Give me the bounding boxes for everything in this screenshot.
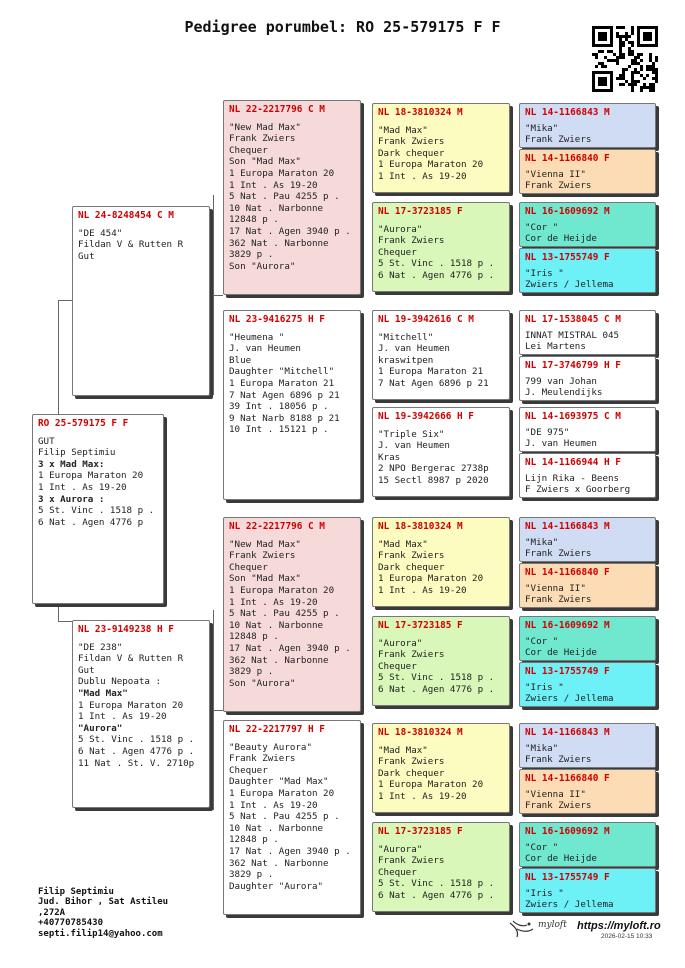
info-line: "Iris " xyxy=(525,681,564,693)
info-line: Zwiers / Jellema xyxy=(525,279,614,291)
info-line: "Mad Max" xyxy=(378,538,428,550)
info-line: J. van Heumen xyxy=(378,343,450,355)
ring-number: NL 17-3723185 F xyxy=(378,620,463,631)
info-line: "Cor " xyxy=(525,841,559,853)
info-line: 3829 p . xyxy=(229,249,274,261)
ring-number: NL 14-1166944 H F xyxy=(525,457,621,468)
info-line: Gut xyxy=(78,664,95,676)
info-line: Daughter "Mad Max" xyxy=(229,776,329,788)
info-line: Chequer xyxy=(378,246,417,258)
info-line: 1 Europa Maraton 20 xyxy=(229,584,335,596)
info-line: Chequer xyxy=(229,561,268,573)
gen4-card[interactable] xyxy=(519,407,656,452)
info-line: 3829 p . xyxy=(229,869,274,881)
info-line: "DE 238" xyxy=(78,641,123,653)
info-line: 9 Nat Narb 8188 p 21 xyxy=(229,412,340,424)
ring-number: NL 17-3723185 F xyxy=(378,826,463,837)
info-line: GUT xyxy=(38,435,55,447)
gen4-card[interactable] xyxy=(519,563,656,608)
gen4-card[interactable] xyxy=(519,769,656,814)
info-line: Frank Zwiers xyxy=(229,753,296,765)
info-line: 3 x Aurora : xyxy=(38,493,105,505)
owner-line: ,272A xyxy=(38,907,66,918)
info-line: "Vienna II" xyxy=(525,168,586,180)
great-grandparent-card[interactable] xyxy=(372,202,510,292)
gen4-card[interactable] xyxy=(519,723,656,768)
info-line: 1 Europa Maraton 20 xyxy=(378,159,484,171)
info-line: 12848 p . xyxy=(229,834,279,846)
ring-number: NL 18-3810324 M xyxy=(378,107,463,118)
info-line: Frank Zwiers xyxy=(378,649,445,661)
info-line: 1 Int . As 19-20 xyxy=(378,790,467,802)
ring-number: NL 22-2217796 C M xyxy=(229,521,325,532)
info-line: 3829 p . xyxy=(229,666,274,678)
info-line: 1 Int . As 19-20 xyxy=(229,179,318,191)
gen4-card[interactable] xyxy=(519,616,656,661)
info-line: 1 Int . As 19-20 xyxy=(38,481,127,493)
info-line: Daughter "Mitchell" xyxy=(229,366,335,378)
info-line: "Mika" xyxy=(525,742,559,754)
info-line: 6 Nat . Agen 4776 p . xyxy=(378,889,495,901)
info-line: J. Meulendijks xyxy=(525,387,603,399)
info-line: Gut xyxy=(78,250,95,262)
info-line: Cor de Heijde xyxy=(525,853,597,865)
info-line: 1 Int . As 19-20 xyxy=(229,596,318,608)
connector-line xyxy=(363,150,364,250)
info-line: J. van Heumen xyxy=(229,343,301,355)
info-line: 10 Nat . Narbonne xyxy=(229,619,324,631)
ring-number: NL 14-1693975 C M xyxy=(525,411,621,422)
info-line: "Aurora" xyxy=(378,223,423,235)
great-grandparent-card[interactable] xyxy=(372,822,510,912)
info-line: 3 x Mad Max: xyxy=(38,458,105,470)
info-line: Cor de Heijde xyxy=(525,233,597,245)
info-line: Dublu Nepoata : xyxy=(78,676,161,688)
owner-line: Filip Septimiu xyxy=(38,887,114,897)
ring-number: NL 13-1755749 F xyxy=(525,252,610,263)
ring-number: NL 14-1166840 F xyxy=(525,153,610,164)
ring-number: NL 22-2217796 C M xyxy=(229,104,325,115)
ring-number: NL 24-8248454 C M xyxy=(78,210,174,221)
info-line: Fildan V & Rutten R xyxy=(78,239,184,251)
info-line: "New Mad Max" xyxy=(229,121,301,133)
gen4-card[interactable] xyxy=(519,453,656,498)
ring-number: NL 18-3810324 M xyxy=(378,727,463,738)
info-line: Frank Zwiers xyxy=(378,235,445,247)
grandsire-card[interactable] xyxy=(223,517,361,712)
connector-line xyxy=(363,565,364,665)
info-line: F Zwiers x Goorberg xyxy=(525,484,631,496)
granddam-card[interactable] xyxy=(223,310,361,500)
info-line: Frank Zwiers xyxy=(525,548,592,560)
owner-line: +40770785430 xyxy=(38,918,104,929)
info-line: "Triple Six" xyxy=(378,428,445,440)
info-line: Son "Aurora" xyxy=(229,260,296,272)
info-line: "Mad Max" xyxy=(378,744,428,756)
ring-number: NL 17-3746799 H F xyxy=(525,360,621,371)
great-grandparent-card[interactable] xyxy=(372,103,510,193)
info-line: kraswitpen xyxy=(378,354,434,366)
info-line: "Mad Max" xyxy=(78,687,128,699)
info-line: J. van Heumen xyxy=(378,440,450,452)
info-line: "Beauty Aurora" xyxy=(229,741,312,753)
info-line: Frank Zwiers xyxy=(525,134,592,146)
info-line: 1 Int . As 19-20 xyxy=(78,711,167,723)
gen4-card[interactable] xyxy=(519,517,656,562)
info-line: 5 St. Vinc . 1518 p . xyxy=(378,878,495,890)
great-grandparent-card[interactable] xyxy=(372,407,510,497)
connector-line xyxy=(363,360,364,460)
info-line: Frank Zwiers xyxy=(525,594,592,606)
page-title: Pedigree porumbel: RO 25-579175 F F xyxy=(184,18,501,36)
great-grandparent-card[interactable] xyxy=(372,310,510,400)
info-line: Blue xyxy=(229,354,252,366)
ring-number: NL 14-1166840 F xyxy=(525,773,610,784)
info-line: 799 van Johan xyxy=(525,375,597,387)
gen4-card[interactable] xyxy=(519,310,656,355)
info-line: Frank Zwiers xyxy=(378,855,445,867)
info-line: "Cor " xyxy=(525,221,559,233)
info-line: 5 Nat . Pau 4255 p . xyxy=(229,191,340,203)
ring-number: NL 17-3723185 F xyxy=(378,206,463,217)
granddam-card[interactable] xyxy=(223,720,361,915)
info-line: 1 Europa Maraton 20 xyxy=(229,167,335,179)
info-line: Son "Mad Max" xyxy=(229,156,301,168)
info-line: 6 Nat . Agen 4776 p xyxy=(38,516,144,528)
info-line: Zwiers / Jellema xyxy=(525,899,614,911)
info-line: "Mika" xyxy=(525,536,559,548)
info-line: 11 Nat . St. V. 2710p xyxy=(78,757,195,769)
info-line: Lei Martens xyxy=(525,341,586,353)
info-line: Chequer xyxy=(378,866,417,878)
info-line: Frank Zwiers xyxy=(525,754,592,766)
info-line: 1 Europa Maraton 21 xyxy=(378,366,484,378)
info-line: "Aurora" xyxy=(378,637,423,649)
info-line: Dark chequer xyxy=(378,147,445,159)
info-line: "Vienna II" xyxy=(525,582,586,594)
ring-number: NL 14-1166843 M xyxy=(525,521,610,532)
info-line: INNAT MISTRAL 045 xyxy=(525,329,620,341)
info-line: Frank Zwiers xyxy=(378,756,445,768)
info-line: 17 Nat . Agen 3940 p . xyxy=(229,225,351,237)
ring-number: NL 19-3942666 H F xyxy=(378,411,474,422)
info-line: Fildan V & Rutten R xyxy=(78,653,184,665)
info-line: Dark chequer xyxy=(378,767,445,779)
info-line: Frank Zwiers xyxy=(229,133,296,145)
info-line: 5 St. Vinc . 1518 p . xyxy=(378,672,495,684)
info-line: "Iris " xyxy=(525,887,564,899)
info-line: 2 NPO Bergerac 2738p xyxy=(378,463,489,475)
connector-line xyxy=(58,300,59,415)
connector-line xyxy=(363,770,364,870)
info-line: "Cor " xyxy=(525,635,559,647)
info-line: 1 Europa Maraton 21 xyxy=(229,377,335,389)
info-line: 17 Nat . Agen 3940 p . xyxy=(229,845,351,857)
brand-url[interactable]: https://myloft.ro xyxy=(577,920,661,932)
info-line: Dark chequer xyxy=(378,561,445,573)
owner-line: septi.filip14@yahoo.com xyxy=(38,928,163,939)
connector-line xyxy=(58,621,72,622)
info-line: 6 Nat . Agen 4776 p . xyxy=(378,269,495,281)
great-grandparent-card[interactable] xyxy=(372,616,510,706)
info-line: 10 Nat . Narbonne xyxy=(229,202,324,214)
info-line: 5 Nat . Pau 4255 p . xyxy=(229,811,340,823)
info-line: 5 Nat . Pau 4255 p . xyxy=(229,608,340,620)
gen4-card[interactable] xyxy=(519,868,656,913)
qr-code-icon xyxy=(592,26,658,92)
ring-number: NL 17-1538045 C M xyxy=(525,314,621,325)
info-line: "New Mad Max" xyxy=(229,538,301,550)
info-line: "DE 975" xyxy=(525,426,570,438)
info-line: 362 Nat . Narbonne xyxy=(229,654,329,666)
info-line: Chequer xyxy=(229,764,268,776)
info-line: "Vienna II" xyxy=(525,788,586,800)
ring-number: NL 16-1609692 M xyxy=(525,826,610,837)
info-line: 1 Int . As 19-20 xyxy=(378,584,467,596)
info-line: Chequer xyxy=(229,144,268,156)
info-line: Zwiers / Jellema xyxy=(525,693,614,705)
ring-number: NL 22-2217797 H F xyxy=(229,724,325,735)
sire-card[interactable] xyxy=(72,206,210,396)
info-line: Daughter "Aurora" xyxy=(229,880,324,892)
gen4-card[interactable] xyxy=(519,356,656,401)
info-line: 5 St. Vinc . 1518 p . xyxy=(38,505,155,517)
info-line: Frank Zwiers xyxy=(229,550,296,562)
info-line: 10 Nat . Narbonne xyxy=(229,822,324,834)
connector-line xyxy=(58,605,59,622)
gen4-card[interactable] xyxy=(519,103,656,148)
info-line: "Iris " xyxy=(525,267,564,279)
info-line: 1 Europa Maraton 20 xyxy=(378,573,484,585)
info-line: 362 Nat . Narbonne xyxy=(229,857,329,869)
subject-pigeon-card[interactable] xyxy=(32,414,164,604)
info-line: Chequer xyxy=(378,660,417,672)
gen4-card[interactable] xyxy=(519,202,656,247)
ring-number: NL 16-1609692 M xyxy=(525,206,610,217)
info-line: Son "Aurora" xyxy=(229,677,296,689)
info-line: Filip Septimiu xyxy=(38,447,116,459)
info-line: "Aurora" xyxy=(378,843,423,855)
gen4-card[interactable] xyxy=(519,248,656,293)
gen4-card[interactable] xyxy=(519,822,656,867)
info-line: 1 Europa Maraton 20 xyxy=(229,787,335,799)
info-line: Son "Mad Max" xyxy=(229,573,301,585)
info-line: Lijn Rika - Beens xyxy=(525,472,620,484)
connector-line xyxy=(213,710,223,711)
info-line: 12848 p . xyxy=(229,631,279,643)
info-line: 15 Sectl 8987 p 2020 xyxy=(378,474,489,486)
grandsire-card[interactable] xyxy=(223,100,361,295)
info-line: 6 Nat . Agen 4776 p . xyxy=(378,683,495,695)
great-grandparent-card[interactable] xyxy=(372,723,510,813)
info-line: "Aurora" xyxy=(78,722,123,734)
info-line: 17 Nat . Agen 3940 p . xyxy=(229,642,351,654)
info-line: 10 Int . 15121 p . xyxy=(229,424,329,436)
ring-number: NL 13-1755749 F xyxy=(525,872,610,883)
info-line: Cor de Heijde xyxy=(525,647,597,659)
info-line: J. van Heumen xyxy=(525,438,597,450)
gen4-card[interactable] xyxy=(519,662,656,707)
info-line: 39 Int . 18056 p . xyxy=(229,401,329,413)
info-line: 5 St. Vinc . 1518 p . xyxy=(78,734,195,746)
ring-number: NL 18-3810324 M xyxy=(378,521,463,532)
info-line: "DE 454" xyxy=(78,227,123,239)
info-line: "Heumena " xyxy=(229,331,285,343)
info-line: "Mika" xyxy=(525,122,559,134)
ring-number: NL 14-1166843 M xyxy=(525,727,610,738)
ring-number: NL 23-9149238 H F xyxy=(78,624,174,635)
info-line: 1 Int . As 19-20 xyxy=(229,799,318,811)
info-line: Frank Zwiers xyxy=(378,550,445,562)
info-line: 362 Nat . Narbonne xyxy=(229,237,329,249)
ring-number: NL 19-3942616 C M xyxy=(378,314,474,325)
info-line: 1 Europa Maraton 20 xyxy=(78,699,184,711)
brand-logo-text: myloft xyxy=(538,920,567,930)
ring-number: NL 23-9416275 H F xyxy=(229,314,325,325)
ring-number: NL 14-1166843 M xyxy=(525,107,610,118)
dam-card[interactable] xyxy=(72,620,210,808)
ring-number: NL 16-1609692 M xyxy=(525,620,610,631)
info-line: Kras xyxy=(378,451,401,463)
print-date: 2026-02-15 10:33 xyxy=(601,933,653,940)
info-line: "Mad Max" xyxy=(378,124,428,136)
info-line: 1 Europa Maraton 20 xyxy=(38,470,144,482)
info-line: 12848 p . xyxy=(229,214,279,226)
connector-line xyxy=(213,295,223,296)
info-line: Frank Zwiers xyxy=(378,136,445,148)
ring-number: NL 13-1755749 F xyxy=(525,666,610,677)
info-line: "Mitchell" xyxy=(378,331,434,343)
info-line: 7 Nat Agen 6896 p 21 xyxy=(229,389,340,401)
info-line: 1 Europa Maraton 20 xyxy=(378,779,484,791)
info-line: Frank Zwiers xyxy=(525,800,592,812)
ring-number: NL 14-1166840 F xyxy=(525,567,610,578)
gen4-card[interactable] xyxy=(519,149,656,194)
owner-contact xyxy=(38,887,168,939)
connector-line xyxy=(58,300,72,301)
info-line: 7 Nat Agen 6896 p 21 xyxy=(378,377,489,389)
great-grandparent-card[interactable] xyxy=(372,517,510,607)
info-line: 6 Nat . Agen 4776 p . xyxy=(78,745,195,757)
ring-number: RO 25-579175 F F xyxy=(38,418,129,429)
owner-line: Jud. Bihor , Sat Astileu xyxy=(38,897,169,908)
info-line: 5 St. Vinc . 1518 p . xyxy=(378,258,495,270)
info-line: Frank Zwiers xyxy=(525,180,592,192)
info-line: 1 Int . As 19-20 xyxy=(378,170,467,182)
